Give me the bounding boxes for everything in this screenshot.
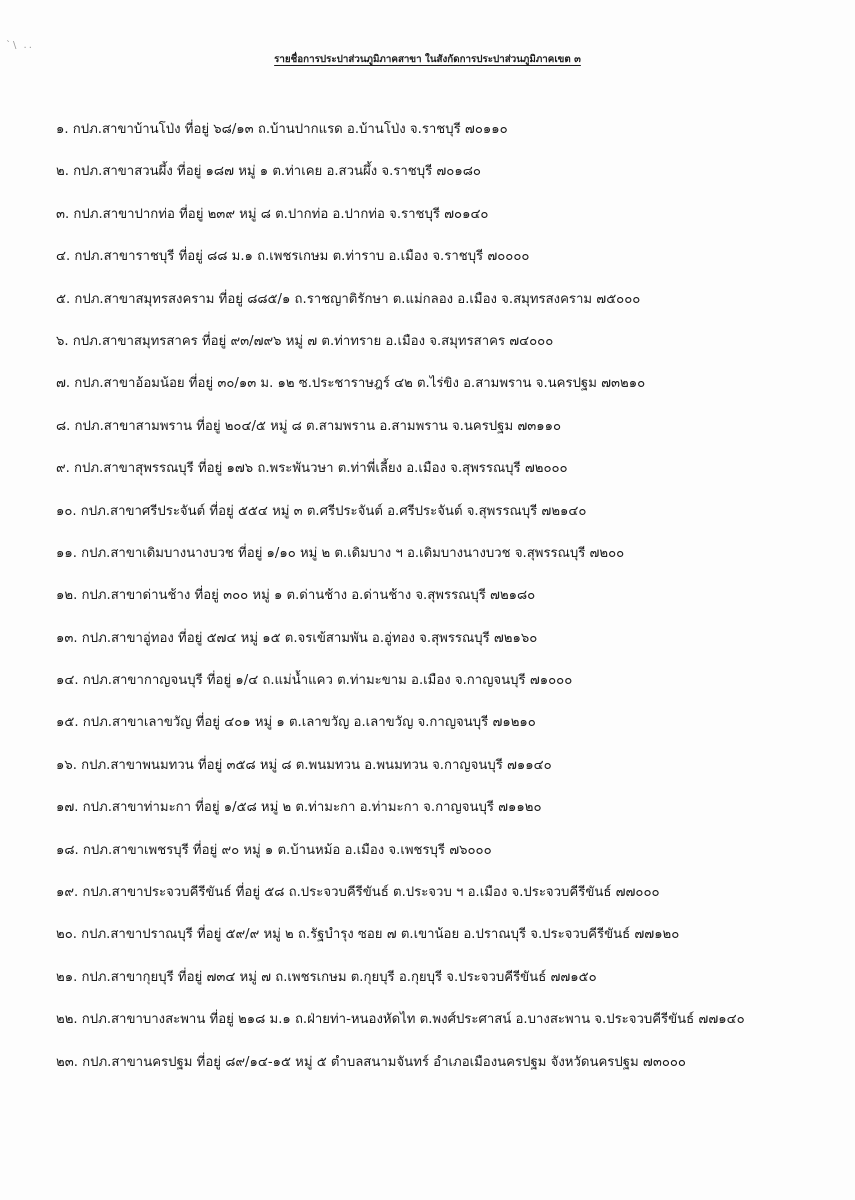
branch-list-item: ๒๑. กปภ.สาขากุยบุรี ที่อยู่ ๗๓๔ หมู่ ๗ ถ.เพชรเกษม ต.กุยบุรี อ.กุยบุรี จ.ประจวบคีรีขันธ์ ๗๗๑๕๐ (56, 969, 597, 985)
page-title: รายชื่อการประปาส่วนภูมิภาคสาขา ในสังกัดการประปาส่วนภูมิภาคเขต ๓ (274, 54, 581, 65)
branch-list-item: ๒๒. กปภ.สาขาบางสะพาน ที่อยู่ ๒๑๘ ม.๑ ถ.ฝ่ายท่า-หนองหัดไท ต.พงศ์ประศาสน์ อ.บางสะพาน จ.ประจวบคีรีขันธ์ ๗๗๑๔๐ (56, 1012, 745, 1028)
branch-list-item: ๑๕. กปภ.สาขาเลาขวัญ ที่อยู่ ๔๐๑ หมู่ ๑ ต.เลาขวัญ อ.เลาขวัญ จ.กาญจนบุรี ๗๑๒๑๐ (56, 715, 536, 731)
branch-list-item: ๕. กปภ.สาขาสมุทรสงคราม ที่อยู่ ๘๘๕/๑ ถ.ราชญาติรักษา ต.แม่กลอง อ.เมือง จ.สมุทรสงคราม ๗๕๐๐๐ (56, 291, 641, 307)
branch-list-item: ๑๘. กปภ.สาขาเพชรบุรี ที่อยู่ ๙๐ หมู่ ๑ ต.บ้านหม้อ อ.เมือง จ.เพชรบุรี ๗๖๐๐๐ (56, 842, 492, 858)
branch-list (56, 118, 846, 1093)
branch-list-item: ๒๐. กปภ.สาขาปราณบุรี ที่อยู่ ๕๙/๙ หมู่ ๒ ถ.รัฐบำรุง ซอย ๗ ต.เขาน้อย อ.ปราณบุรี จ.ประจวบคีรีขันธ์ ๗๗๑๒๐ (56, 927, 680, 943)
branch-list-item: ๘. กปภ.สาขาสามพราน ที่อยู่ ๒๐๔/๕ หมู่ ๘ ต.สามพราน อ.สามพราน จ.นครปฐม ๗๓๑๑๐ (56, 418, 562, 434)
branch-list-item: ๑. กปภ.สาขาบ้านโป่ง ที่อยู่ ๖๘/๑๓ ถ.บ้านปากแรด อ.บ้านโป่ง จ.ราชบุรี ๗๐๑๑๐ (56, 122, 508, 137)
branch-list-item: ๔. กปภ.สาขาราชบุรี ที่อยู่ ๘๘ ม.๑ ถ.เพชรเกษม ต.ท่าราบ อ.เมือง จ.ราชบุรี ๗๐๐๐๐ (56, 249, 530, 265)
branch-list-item: ๗. กปภ.สาขาอ้อมน้อย ที่อยู่ ๓๐/๑๓ ม. ๑๒ ซ.ประชาราษฎร์ ๔๒ ต.ไร่ขิง อ.สามพราน จ.นครปฐม ๗๓๒๑๐ (56, 376, 646, 392)
branch-list-item: ๑๒. กปภ.สาขาด่านช้าง ที่อยู่ ๓๐๐ หมู่ ๑ ต.ด่านช้าง อ.ด่านช้าง จ.สุพรรณบุรี ๗๒๑๘๐ (56, 588, 536, 604)
scan-mark: `\ .. (6, 40, 34, 51)
branch-list-item: ๑๖. กปภ.สาขาพนมทวน ที่อยู่ ๓๕๘ หมู่ ๘ ต.พนมทวน อ.พนมทวน จ.กาญจนบุรี ๗๑๑๔๐ (56, 757, 552, 773)
branch-list-item: ๙. กปภ.สาขาสุพรรณบุรี ที่อยู่ ๑๗๖ ถ.พระพันวษา ต.ท่าพี่เลี้ยง อ.เมือง จ.สุพรรณบุรี ๗๒๐๐๐ (56, 461, 568, 477)
branch-list-item: ๑๓. กปภ.สาขาอู่ทอง ที่อยู่ ๕๗๔ หมู่ ๑๕ ต.จรเข้สามพัน อ.อู่ทอง จ.สุพรรณบุรี ๗๒๑๖๐ (56, 630, 538, 646)
branch-list-item: ๑๗. กปภ.สาขาท่ามะกา ที่อยู่ ๑/๕๘ หมู่ ๒ ต.ท่ามะกา อ.ท่ามะกา จ.กาญจนบุรี ๗๑๑๒๐ (56, 800, 542, 816)
branch-list-item: ๒. กปภ.สาขาสวนผึ้ง ที่อยู่ ๑๘๗ หมู่ ๑ ต.ท่าเคย อ.สวนผึ้ง จ.ราชบุรี ๗๐๑๘๐ (56, 164, 481, 180)
branch-list-item: ๒๓. กปภ.สาขานครปฐม ที่อยู่ ๘๙/๑๔-๑๕ หมู่ ๕ ตำบลสนามจันทร์ อำเภอเมืองนครปฐม จังหวัดนครปฐม ๗๓๐๐๐ (56, 1054, 686, 1070)
branch-list-item: ๓. กปภ.สาขาปากท่อ ที่อยู่ ๒๓๙ หมู่ ๘ ต.ปากท่อ อ.ปากท่อ จ.ราชบุรี ๗๐๑๔๐ (56, 206, 489, 222)
branch-list-item: ๑๔. กปภ.สาขากาญจนบุรี ที่อยู่ ๑/๔ ถ.แม่น้ำแคว ต.ท่ามะขาม อ.เมือง จ.กาญจนบุรี ๗๑๐๐๐ (56, 673, 573, 689)
branch-list-item: ๑๑. กปภ.สาขาเดิมบางนางบวช ที่อยู่ ๑/๑๐ หมู่ ๒ ต.เดิมบาง ฯ อ.เดิมบางนางบวช จ.สุพรรณบุรี ๗๒๐๐ (56, 545, 625, 561)
branch-list-item: ๑๙. กปภ.สาขาประจวบคีรีขันธ์ ที่อยู่ ๕๘ ถ.ประจวบคีรีขันธ์ ต.ประจวบ ฯ อ.เมือง จ.ประจวบคีรีขันธ์ ๗๗๐๐๐ (56, 885, 660, 901)
branch-list-item: ๑๐. กปภ.สาขาศรีประจันต์ ที่อยู่ ๕๕๔ หมู่ ๓ ต.ศรีประจันต์ อ.ศรีประจันต์ จ.สุพรรณบุรี ๗๒๑๔๐ (56, 503, 587, 519)
branch-list-item: ๖. กปภ.สาขาสมุทรสาคร ที่อยู่ ๙๓/๗๙๖ หมู่ ๗ ต.ท่าทราย อ.เมือง จ.สมุทรสาคร ๗๔๐๐๐ (56, 333, 554, 349)
